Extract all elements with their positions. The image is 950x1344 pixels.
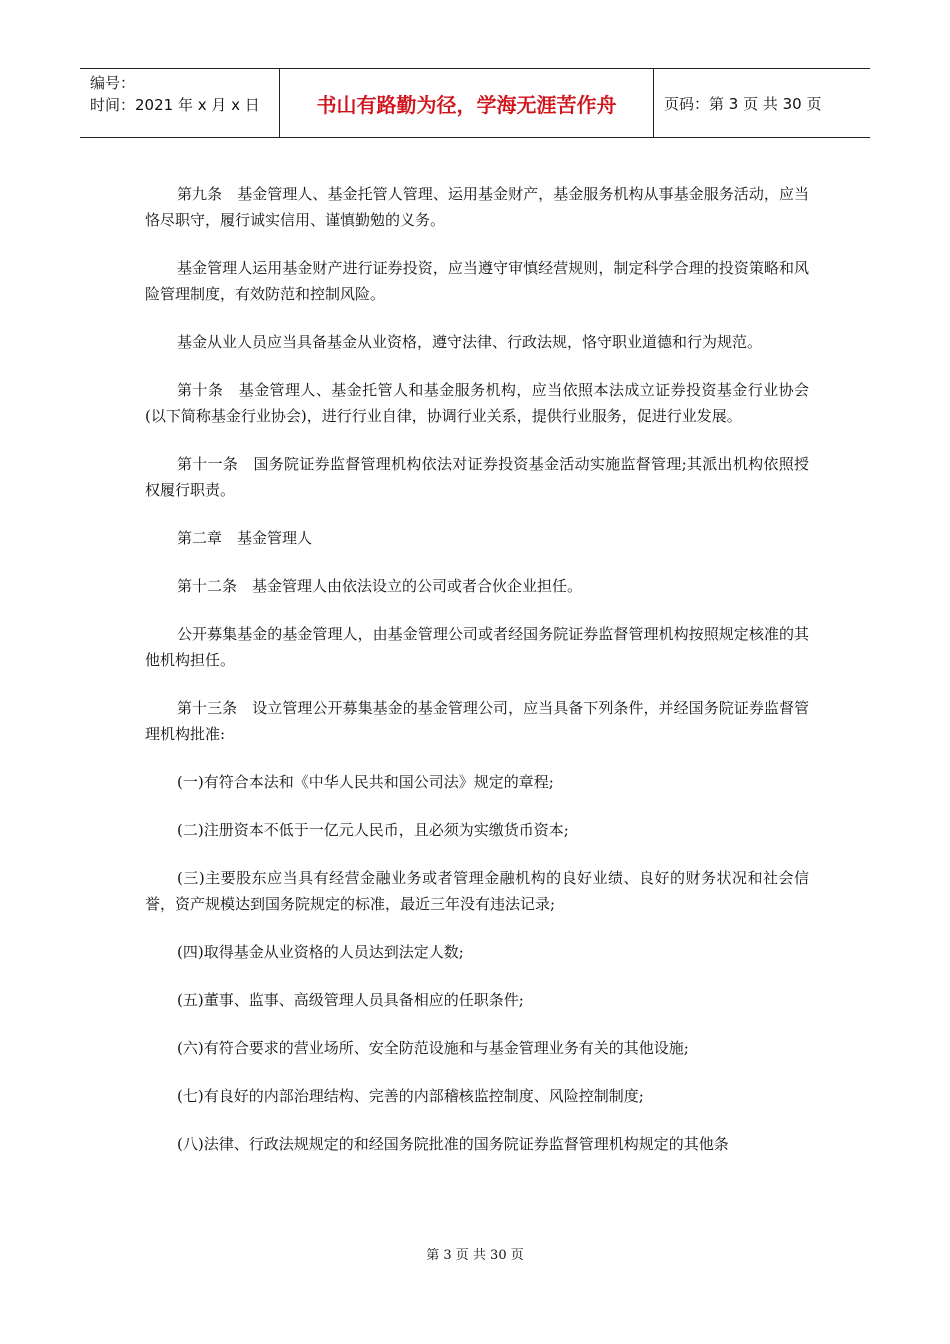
header-motto: 书山有路勤为径，学海无涯苦作舟 xyxy=(280,69,654,137)
list-item: (七)有良好的内部治理结构、完善的内部稽核监控制度、风险控制制度; xyxy=(177,1087,644,1105)
paragraph: 第十二条 基金管理人由依法设立的公司或者合伙企业担任。 xyxy=(177,577,583,595)
list-item: (六)有符合要求的营业场所、安全防范设施和与基金管理业务有关的其他设施; xyxy=(177,1039,689,1057)
paragraph: 第十条 基金管理人、基金托管人和基金服务机构，应当依照本法成立证券投资基金行业协会(以下简称基金行业协会)，进行行业自律，协调行业关系，提供行业服务，促进行业发展。 xyxy=(145,381,809,425)
list-item: (一)有符合本法和《中华人民共和国公司法》规定的章程; xyxy=(177,773,554,791)
number-label: 编号： xyxy=(90,74,136,92)
paragraph: 基金管理人运用基金财产进行证券投资，应当遵守审慎经营规则，制定科学合理的投资策略和风险管理制度，有效防范和控制风险。 xyxy=(145,259,809,303)
list-item: (四)取得基金从业资格的人员达到法定人数; xyxy=(177,943,464,961)
document-body xyxy=(145,181,809,1157)
chapter-heading: 第二章 基金管理人 xyxy=(177,529,313,547)
page-footer: 第 3 页 共 30 页 xyxy=(426,1248,524,1263)
header-page-info: 页码：第 3 页 共 30 页 xyxy=(664,94,822,113)
date-label: 时间：2021 年 x 月 x 日 xyxy=(90,96,260,114)
page-header xyxy=(80,68,870,138)
paragraph: 第十一条 国务院证券监督管理机构依法对证券投资基金活动实施监督管理;其派出机构依照授权履行职责。 xyxy=(145,455,809,499)
paragraph: 基金从业人员应当具备基金从业资格，遵守法律、行政法规，恪守职业道德和行为规范。 xyxy=(177,333,763,351)
header-meta xyxy=(80,69,280,137)
list-item: (五)董事、监事、高级管理人员具备相应的任职条件; xyxy=(177,991,524,1009)
paragraph: 第十三条 设立管理公开募集基金的基金管理公司，应当具备下列条件，并经国务院证券监督管理机构批准: xyxy=(145,699,809,743)
list-item: (二)注册资本不低于一亿元人民币，且必须为实缴货币资本; xyxy=(177,821,569,839)
list-item: (八)法律、行政法规规定的和经国务院批准的国务院证券监督管理机构规定的其他条 xyxy=(177,1135,729,1153)
paragraph: 公开募集基金的基金管理人，由基金管理公司或者经国务院证券监督管理机构按照规定核准的其他机构担任。 xyxy=(145,625,809,669)
list-item: (三)主要股东应当具有经营金融业务或者管理金融机构的良好业绩、良好的财务状况和社会信誉，资产规模达到国务院规定的标准，最近三年没有违法记录; xyxy=(145,869,809,913)
paragraph: 第九条 基金管理人、基金托管人管理、运用基金财产，基金服务机构从事基金服务活动，应当恪尽职守，履行诚实信用、谨慎勤勉的义务。 xyxy=(145,185,809,229)
